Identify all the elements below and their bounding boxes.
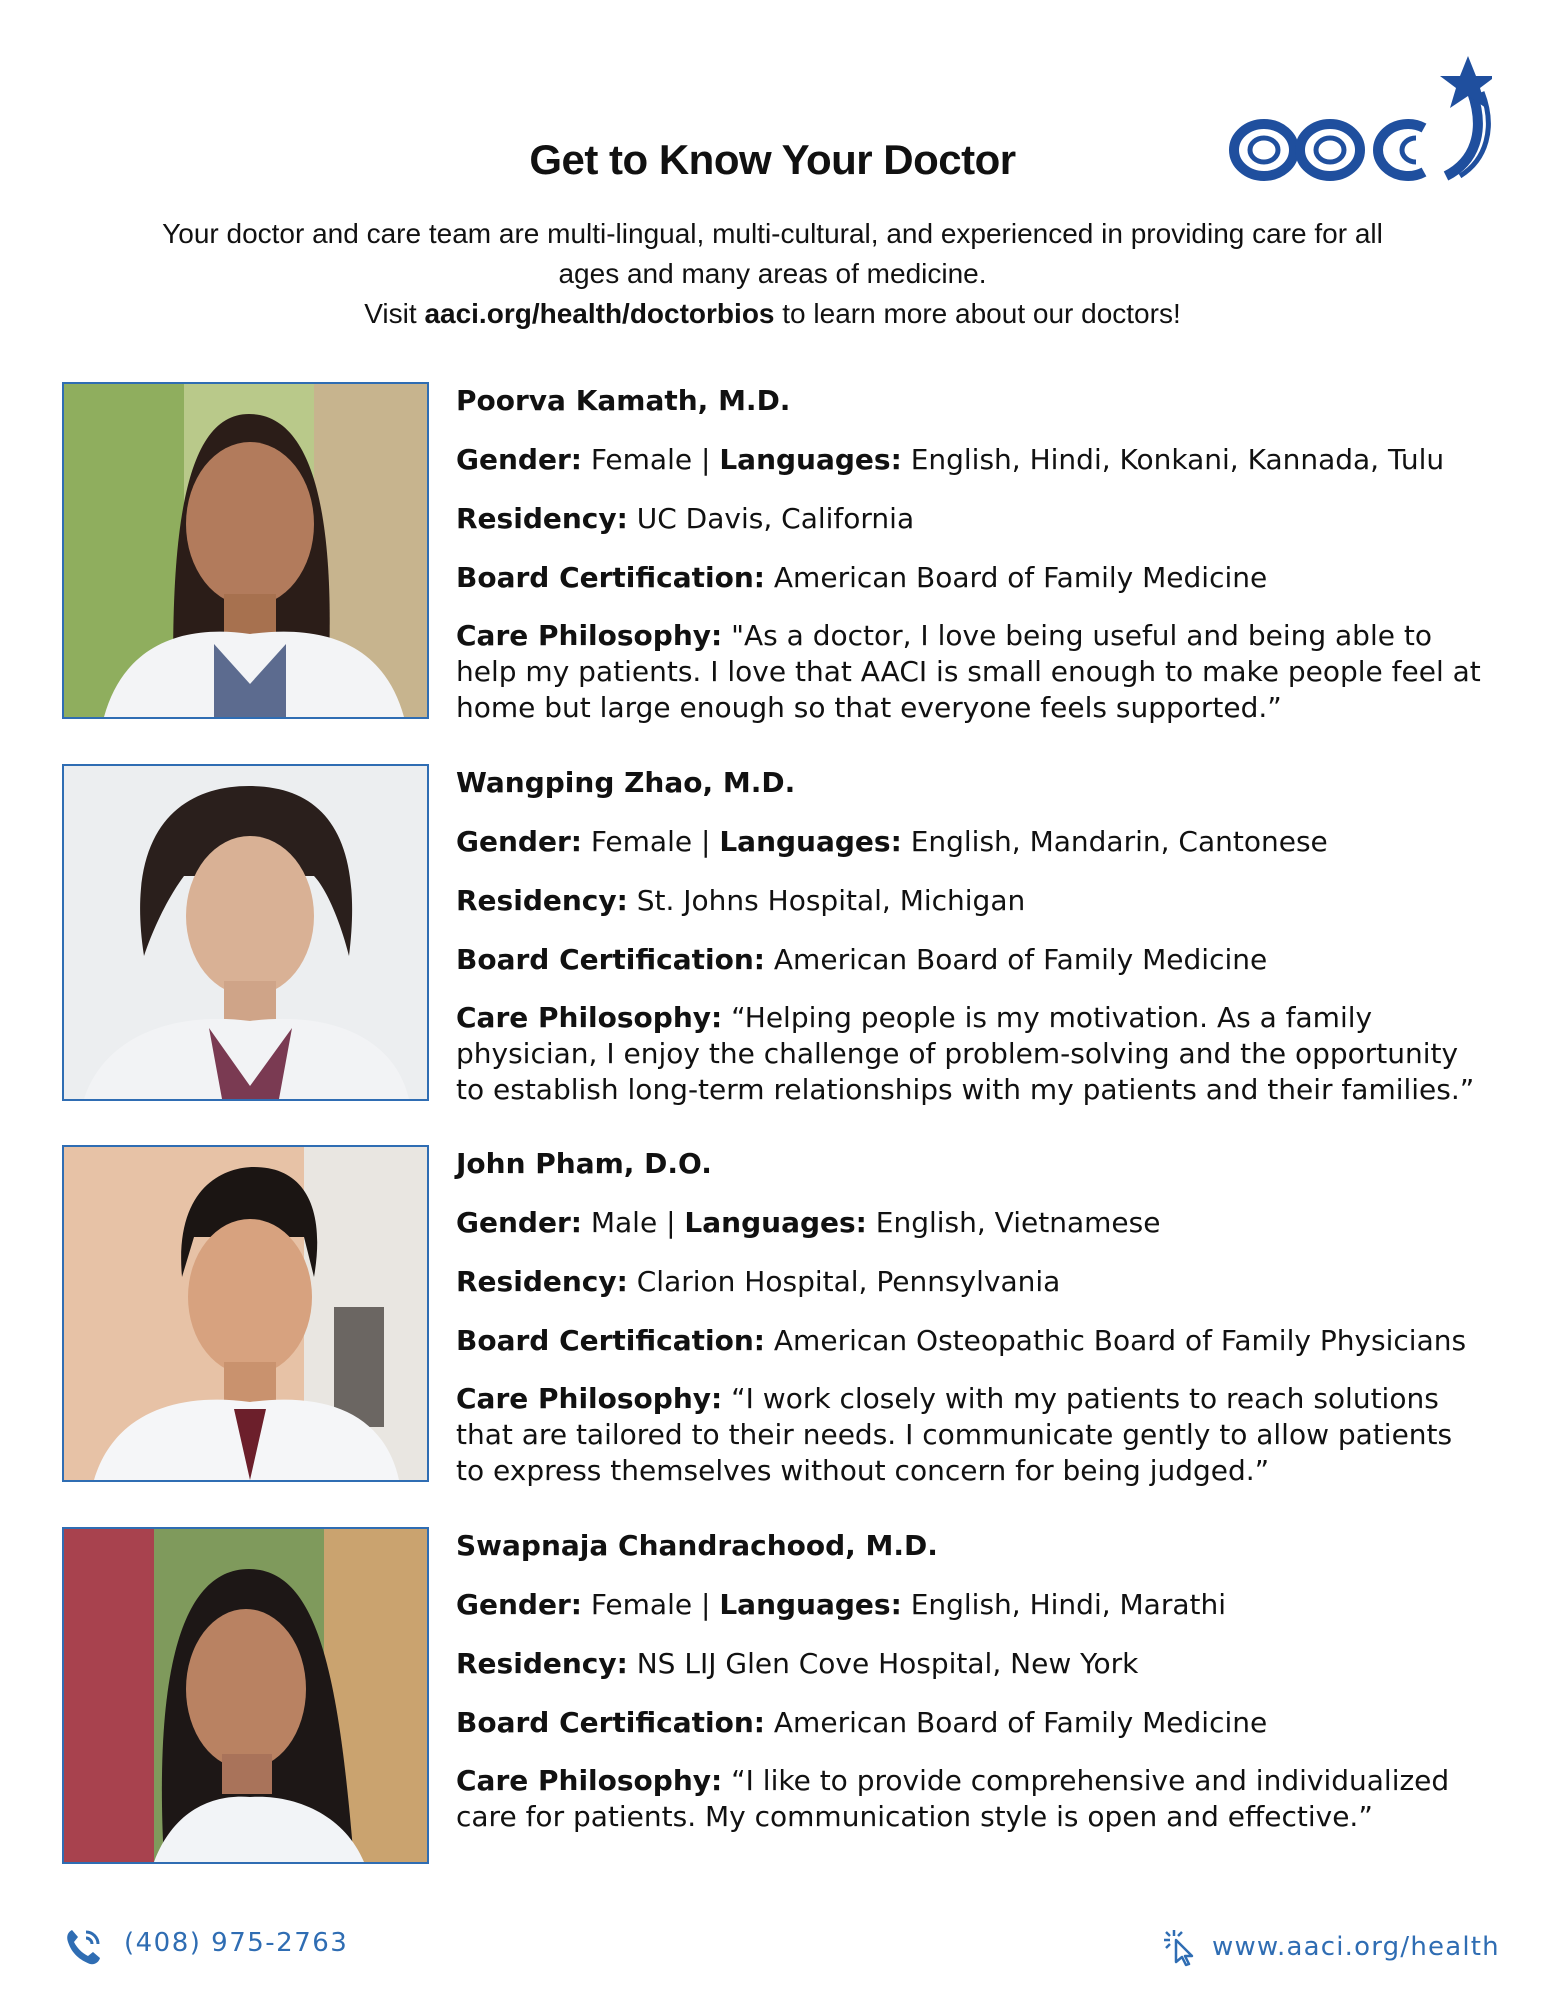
gender-languages-row [456,1204,1496,1242]
gender-label: Gender: [456,1206,582,1239]
doctor-card [0,764,1545,1114]
separator: | [692,443,720,476]
gender-value: Female [590,825,693,858]
languages-value: English, Hindi, Marathi [910,1588,1227,1621]
gender-languages-row [456,441,1496,479]
separator: | [692,1588,720,1621]
philosophy-value: "As a doctor, I love being useful and being able to help my patients. I love that AACI is small enough to make people feel at home but large enough so that everyone feels supported.” [456,619,1481,724]
residency-value: NS LIJ Glen Cove Hospital, New York [636,1647,1139,1680]
doctor-card [0,1527,1545,1877]
gender-value: Female [590,443,693,476]
doctor-name: Wangping Zhao, M.D. [456,766,796,799]
residency-value: St. Johns Hospital, Michigan [636,884,1026,917]
gender-label: Gender: [456,443,582,476]
board-row [456,1322,1496,1360]
visit-suffix: to learn more about our doctors! [774,298,1181,329]
board-label: Board Certification: [456,943,765,976]
residency-row [456,1263,1496,1301]
doctor-info [456,1527,1496,1856]
board-value: American Osteopathic Board of Family Physicians [773,1324,1467,1357]
residency-value: Clarion Hospital, Pennsylvania [636,1265,1061,1298]
languages-value: English, Hindi, Konkani, Kannada, Tulu [910,443,1445,476]
philosophy-row [456,618,1486,726]
residency-label: Residency: [456,502,628,535]
visit-prefix: Visit [364,298,425,329]
phone-number: (408) 975-2763 [124,1928,349,1958]
cursor-click-icon [1162,1928,1202,1968]
separator: | [692,825,720,858]
philosophy-label: Care Philosophy: [456,1001,723,1034]
intro-visit-line [100,294,1445,334]
doctor-info [456,382,1496,747]
residency-row [456,1645,1496,1683]
gender-value: Male [590,1206,658,1239]
residency-label: Residency: [456,1647,628,1680]
philosophy-value: “I work closely with my patients to reach solutions that are tailored to their needs. I communicate gently to allow patients to express themselves without concern for being judged.” [456,1382,1453,1487]
phone-icon [64,1926,104,1966]
board-row [456,941,1496,979]
philosophy-label: Care Philosophy: [456,1764,723,1797]
doctor-name: Poorva Kamath, M.D. [456,384,791,417]
residency-label: Residency: [456,1265,628,1298]
philosophy-value: “Helping people is my motivation. As a family physician, I enjoy the challenge of problem-solving and the opportunity to establish long-term relationships with my patients and their families.” [456,1001,1475,1106]
doctor-card [0,1145,1545,1495]
doctor-photo [62,1145,429,1482]
separator: | [657,1206,685,1239]
board-label: Board Certification: [456,561,765,594]
page-title: Get to Know Your Doctor [529,136,1016,183]
board-value: American Board of Family Medicine [773,561,1268,594]
doctor-card [0,382,1545,732]
languages-value: English, Vietnamese [875,1206,1161,1239]
doctor-photo [62,382,429,719]
gender-label: Gender: [456,1588,582,1621]
residency-row [456,500,1496,538]
gender-label: Gender: [456,825,582,858]
philosophy-label: Care Philosophy: [456,619,723,652]
languages-label: Languages: [684,1206,867,1239]
residency-value: UC Davis, California [636,502,915,535]
languages-label: Languages: [719,443,902,476]
board-value: American Board of Family Medicine [773,943,1268,976]
board-label: Board Certification: [456,1324,765,1357]
philosophy-row [456,1000,1486,1108]
doctor-info [456,764,1496,1129]
website-link[interactable]: www.aaci.org/health [1212,1932,1500,1962]
doctor-name: Swapnaja Chandrachood, M.D. [456,1529,938,1562]
doctor-name: John Pham, D.O. [456,1147,712,1180]
gender-value: Female [590,1588,693,1621]
board-label: Board Certification: [456,1706,765,1739]
languages-label: Languages: [719,825,902,858]
doctorbios-link[interactable]: aaci.org/health/doctorbios [424,298,775,329]
board-row [456,1704,1496,1742]
residency-label: Residency: [456,884,628,917]
board-value: American Board of Family Medicine [773,1706,1268,1739]
gender-languages-row [456,823,1496,861]
doctor-photo [62,1527,429,1864]
languages-value: English, Mandarin, Cantonese [910,825,1328,858]
intro-line-2: ages and many areas of medicine. [558,258,987,289]
doctor-info [456,1145,1496,1510]
footer-website[interactable] [1162,1928,1500,1968]
board-row [456,559,1496,597]
philosophy-row [456,1381,1486,1489]
philosophy-value: “I like to provide comprehensive and individualized care for patients. My communication style is open and effective.” [456,1764,1450,1833]
doctor-photo [62,764,429,1101]
intro-line-1: Your doctor and care team are multi-lingual, multi-cultural, and experienced in providing care for all [162,218,1383,249]
gender-languages-row [456,1586,1496,1624]
philosophy-label: Care Philosophy: [456,1382,723,1415]
intro-text [100,214,1445,334]
residency-row [456,882,1496,920]
languages-label: Languages: [719,1588,902,1621]
philosophy-row [456,1763,1486,1835]
